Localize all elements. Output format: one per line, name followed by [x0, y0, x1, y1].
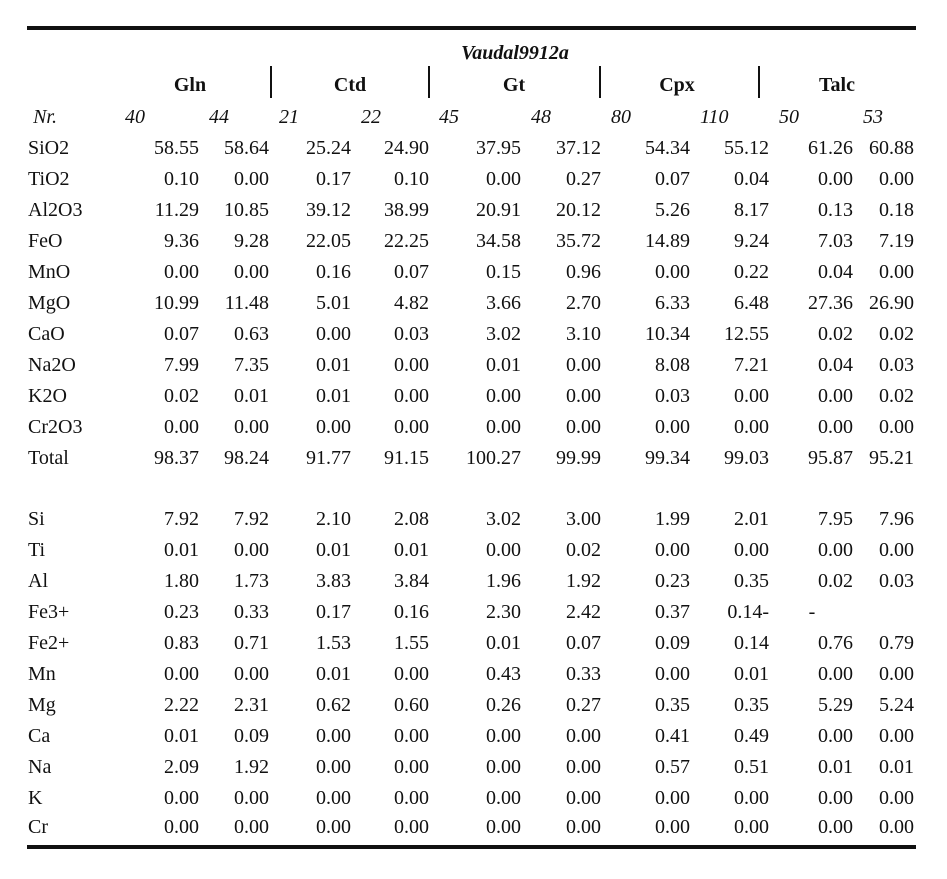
cell-value: 0.01 — [394, 539, 429, 561]
cell-value: 0.35 — [734, 570, 769, 592]
cell-value: 0.15 — [486, 261, 521, 283]
oxide-row — [27, 133, 916, 164]
cell-value: 0.41 — [655, 725, 690, 747]
cell-value — [855, 597, 916, 628]
cell-value: 0.00 — [394, 756, 429, 778]
cell-value: 0.00 — [316, 816, 351, 838]
cell-value: 25.24 — [306, 137, 351, 159]
cell-value: 0.00 — [486, 168, 521, 190]
cell-value: 0.00 — [394, 354, 429, 376]
cell-value: 0.00 — [655, 261, 690, 283]
cell-value: 2.30 — [486, 601, 521, 623]
cell-value: 0.00 — [655, 816, 690, 838]
cell-value: 4.82 — [394, 292, 429, 314]
cell-value: 0.00 — [734, 539, 769, 561]
top-rule — [27, 26, 916, 30]
row-label: Ti — [28, 539, 46, 561]
cell-value: 37.12 — [556, 137, 601, 159]
cell-value: 0.00 — [734, 385, 769, 407]
cell-value: 3.66 — [486, 292, 521, 314]
cell-value: 11.29 — [154, 199, 199, 221]
cell-value: 95.21 — [869, 447, 914, 469]
cell-value: 0.07 — [655, 168, 690, 190]
group-separator — [758, 66, 760, 98]
oxide-row — [27, 381, 916, 412]
cell-value: 0.16 — [316, 261, 351, 283]
cell-value: - — [808, 601, 816, 623]
cation-row — [27, 628, 916, 659]
cell-value: 0.23 — [164, 601, 199, 623]
cell-value: 0.03 — [394, 323, 429, 345]
cell-value: 7.35 — [234, 354, 269, 376]
cell-value: 0.51 — [734, 756, 769, 778]
cell-value: 2.42 — [566, 601, 601, 623]
cell-value: 0.00 — [655, 416, 690, 438]
group-header-gln: Gln — [173, 74, 207, 96]
cell-value: 8.08 — [655, 354, 690, 376]
cell-value: 98.37 — [154, 447, 199, 469]
cell-value: 0.00 — [655, 663, 690, 685]
cell-value: 0.03 — [655, 385, 690, 407]
cell-value: 0.00 — [879, 663, 914, 685]
cell-value: 0.17 — [316, 601, 351, 623]
analysis-number: 48 — [531, 106, 551, 128]
oxide-row — [27, 443, 916, 474]
cell-value: 0.01 — [879, 756, 914, 778]
cell-value: 0.10 — [164, 168, 199, 190]
cell-value: 8.17 — [734, 199, 769, 221]
cell-value: 0.00 — [879, 787, 914, 809]
cell-value: 0.00 — [879, 261, 914, 283]
cell-value: 0.18 — [879, 199, 914, 221]
cell-value: 0.10 — [394, 168, 429, 190]
cell-value: 0.00 — [394, 416, 429, 438]
cell-value: 0.00 — [566, 756, 601, 778]
nr-label: Nr. — [33, 106, 57, 128]
cell-value: 0.00 — [486, 385, 521, 407]
cell-value: 0.01 — [316, 663, 351, 685]
cell-value: 0.07 — [164, 323, 199, 345]
row-label: FeO — [28, 230, 63, 252]
spacer-cell — [27, 474, 916, 504]
cell-value: 9.28 — [234, 230, 269, 252]
cell-value: 0.00 — [734, 787, 769, 809]
cell-value: 7.03 — [818, 230, 853, 252]
analysis-number: 50 — [779, 106, 799, 128]
cell-value: 0.83 — [164, 632, 199, 654]
cell-value: 0.00 — [394, 787, 429, 809]
cell-value: 3.83 — [316, 570, 351, 592]
cation-row — [27, 752, 916, 783]
cell-value: 5.26 — [655, 199, 690, 221]
cell-value: 0.09 — [655, 632, 690, 654]
cell-value: 0.04 — [818, 261, 853, 283]
cell-value: 99.03 — [724, 447, 769, 469]
group-separator — [428, 66, 430, 98]
row-label: Mg — [28, 694, 56, 716]
cell-value: 0.00 — [394, 816, 429, 838]
cell-value: 1.96 — [486, 570, 521, 592]
sample-title: Vaudal9912a — [461, 42, 569, 64]
cell-value: 5.29 — [818, 694, 853, 716]
cell-value: 0.17 — [316, 168, 351, 190]
cell-value: 0.02 — [164, 385, 199, 407]
cell-value: 1.99 — [655, 508, 690, 530]
cell-value: 10.34 — [645, 323, 690, 345]
cell-value: 0.00 — [734, 416, 769, 438]
cell-value: 0.00 — [818, 816, 853, 838]
cell-value: 26.90 — [869, 292, 914, 314]
cell-value: 0.00 — [655, 539, 690, 561]
cell-value: 9.24 — [734, 230, 769, 252]
analysis-number: 45 — [439, 106, 459, 128]
row-label: TiO2 — [28, 168, 70, 190]
cell-value: 0.00 — [818, 168, 853, 190]
oxide-row — [27, 226, 916, 257]
cell-value: 1.73 — [234, 570, 269, 592]
cell-value: 35.72 — [556, 230, 601, 252]
cell-value: 0.01 — [316, 354, 351, 376]
cell-value: 0.14 — [734, 632, 769, 654]
cell-value: 0.00 — [486, 816, 521, 838]
cell-value: 0.07 — [394, 261, 429, 283]
cell-value: 34.58 — [476, 230, 521, 252]
cell-value: 0.03 — [879, 570, 914, 592]
cell-value: 0.00 — [394, 385, 429, 407]
row-label: Na2O — [28, 354, 76, 376]
cell-value: 3.02 — [486, 508, 521, 530]
cell-value: 0.00 — [879, 725, 914, 747]
cell-value: 22.05 — [306, 230, 351, 252]
cell-value: 61.26 — [808, 137, 853, 159]
cell-value: 0.01 — [316, 385, 351, 407]
cell-value: 2.09 — [164, 756, 199, 778]
row-label: MgO — [28, 292, 71, 314]
oxide-row — [27, 164, 916, 195]
row-label: CaO — [28, 323, 65, 345]
row-label: Cr2O3 — [28, 416, 83, 438]
cell-value: 0.27 — [566, 168, 601, 190]
cell-value: 0.00 — [234, 816, 269, 838]
row-label: Al2O3 — [28, 199, 83, 221]
cell-value: 7.99 — [164, 354, 199, 376]
cell-value: 11.48 — [224, 292, 269, 314]
bottom-rule — [27, 845, 916, 849]
cell-value: 0.00 — [566, 725, 601, 747]
cell-value: 7.96 — [879, 508, 914, 530]
cell-value: 0.00 — [486, 756, 521, 778]
cell-value: 0.01 — [818, 756, 853, 778]
cell-value: 7.92 — [234, 508, 269, 530]
cell-value: 0.01 — [164, 725, 199, 747]
cell-value: 0.01 — [734, 663, 769, 685]
row-label: SiO2 — [28, 137, 70, 159]
row-label: Si — [28, 508, 45, 530]
cell-value: 7.19 — [879, 230, 914, 252]
cell-value: 0.33 — [566, 663, 601, 685]
cell-value: 95.87 — [808, 447, 853, 469]
cell-value: 0.00 — [234, 416, 269, 438]
cation-row — [27, 504, 916, 535]
cell-value: 0.00 — [394, 725, 429, 747]
cell-value: 0.63 — [234, 323, 269, 345]
cell-value: 0.02 — [879, 385, 914, 407]
cell-value: 2.08 — [394, 508, 429, 530]
cation-row — [27, 814, 916, 840]
group-separator — [270, 66, 272, 98]
analysis-number: 40 — [125, 106, 145, 128]
cell-value: 58.55 — [154, 137, 199, 159]
group-header-ctd: Ctd — [333, 74, 367, 96]
cell-value: 0.09 — [234, 725, 269, 747]
cell-value: 0.01 — [486, 632, 521, 654]
cell-value: 0.00 — [818, 539, 853, 561]
cell-value: 0.60 — [394, 694, 429, 716]
section-spacer — [27, 474, 916, 504]
cell-value: 0.02 — [818, 570, 853, 592]
cell-value: 24.90 — [384, 137, 429, 159]
analysis-number: 44 — [209, 106, 229, 128]
cell-value: 0.35 — [734, 694, 769, 716]
analysis-number: 21 — [279, 106, 299, 128]
oxide-row — [27, 319, 916, 350]
cell-value: 1.92 — [234, 756, 269, 778]
cell-value: 0.00 — [234, 787, 269, 809]
analysis-number: 53 — [863, 106, 883, 128]
group-header-talc: Talc — [819, 74, 855, 96]
cell-value: 7.95 — [818, 508, 853, 530]
row-label: K — [28, 787, 43, 809]
cell-value: 3.84 — [394, 570, 429, 592]
cell-value: 0.35 — [655, 694, 690, 716]
cell-value: 0.00 — [316, 725, 351, 747]
cell-value: 10.99 — [154, 292, 199, 314]
cell-value: 0.14- — [727, 601, 769, 623]
analysis-number-row — [27, 102, 916, 133]
cell-value: 0.00 — [486, 416, 521, 438]
cell-value: 0.00 — [655, 787, 690, 809]
cell-value: 0.00 — [164, 416, 199, 438]
cell-value: 3.02 — [486, 323, 521, 345]
cell-value: 0.00 — [818, 663, 853, 685]
composition-table — [27, 102, 916, 840]
cell-value: 0.23 — [655, 570, 690, 592]
cation-row — [27, 597, 916, 628]
cell-value: 0.76 — [818, 632, 853, 654]
cell-value: 20.91 — [476, 199, 521, 221]
cell-value: 0.01 — [316, 539, 351, 561]
cell-value: 2.10 — [316, 508, 351, 530]
cell-value: 0.02 — [566, 539, 601, 561]
oxide-row — [27, 350, 916, 381]
cell-value: 0.00 — [234, 168, 269, 190]
row-label: Ca — [28, 725, 51, 747]
row-label: Cr — [28, 816, 48, 838]
cell-value: 0.37 — [655, 601, 690, 623]
oxide-row — [27, 195, 916, 226]
cell-value: 0.01 — [164, 539, 199, 561]
cell-value: 0.00 — [818, 787, 853, 809]
oxide-row — [27, 257, 916, 288]
row-label: Total — [28, 447, 69, 469]
cell-value: 0.00 — [879, 416, 914, 438]
cell-value: 91.77 — [306, 447, 351, 469]
row-label: Al — [28, 570, 48, 592]
cell-value: 0.57 — [655, 756, 690, 778]
cell-value: 0.00 — [316, 787, 351, 809]
cell-value: 0.79 — [879, 632, 914, 654]
group-header-gt: Gt — [502, 74, 526, 96]
cell-value: 0.00 — [234, 539, 269, 561]
cell-value: 0.00 — [316, 416, 351, 438]
row-label: K2O — [28, 385, 67, 407]
cell-value: 0.00 — [566, 354, 601, 376]
cell-value: 0.16 — [394, 601, 429, 623]
cell-value: 1.53 — [316, 632, 351, 654]
row-label: MnO — [28, 261, 71, 283]
cell-value: 0.71 — [234, 632, 269, 654]
cell-value: 0.00 — [566, 787, 601, 809]
row-label: Fe2+ — [28, 632, 70, 654]
cation-row — [27, 690, 916, 721]
cell-value: 0.04 — [818, 354, 853, 376]
cation-row — [27, 783, 916, 814]
cell-value: 58.64 — [224, 137, 269, 159]
cell-value: 0.00 — [879, 539, 914, 561]
cell-value: 0.00 — [566, 416, 601, 438]
cell-value: 1.92 — [566, 570, 601, 592]
analysis-number: 80 — [611, 106, 631, 128]
cell-value: 3.00 — [566, 508, 601, 530]
cell-value: 99.99 — [556, 447, 601, 469]
cell-value: 1.80 — [164, 570, 199, 592]
cell-value: 0.62 — [316, 694, 351, 716]
cell-value: 37.95 — [476, 137, 521, 159]
cell-value: 0.00 — [164, 816, 199, 838]
analysis-number: 110 — [700, 106, 729, 128]
cell-value: 0.00 — [316, 756, 351, 778]
cell-value: 0.49 — [734, 725, 769, 747]
cell-value: 2.70 — [566, 292, 601, 314]
cell-value: 0.00 — [566, 385, 601, 407]
analysis-number: 22 — [361, 106, 381, 128]
cell-value: 0.00 — [818, 385, 853, 407]
cell-value: 55.12 — [724, 137, 769, 159]
cell-value: 0.00 — [234, 663, 269, 685]
cell-value: 0.96 — [566, 261, 601, 283]
cell-value: 22.25 — [384, 230, 429, 252]
cell-value: 0.00 — [316, 323, 351, 345]
oxide-row — [27, 412, 916, 443]
cell-value: 99.34 — [645, 447, 690, 469]
cell-value: 14.89 — [645, 230, 690, 252]
cell-value: 10.85 — [224, 199, 269, 221]
cell-value: 20.12 — [556, 199, 601, 221]
cell-value: 0.00 — [486, 539, 521, 561]
cell-value: 98.24 — [224, 447, 269, 469]
cell-value: 0.02 — [879, 323, 914, 345]
cell-value: 5.24 — [879, 694, 914, 716]
cell-value: 0.00 — [879, 816, 914, 838]
cell-value: 0.33 — [234, 601, 269, 623]
cell-value: 0.22 — [734, 261, 769, 283]
cell-value: 2.22 — [164, 694, 199, 716]
cell-value: 0.26 — [486, 694, 521, 716]
cell-value: 5.01 — [316, 292, 351, 314]
cell-value: 0.00 — [566, 816, 601, 838]
cell-value: 0.00 — [486, 787, 521, 809]
cation-row — [27, 721, 916, 752]
cell-value: 6.48 — [734, 292, 769, 314]
cation-row — [27, 535, 916, 566]
cell-value: 6.33 — [655, 292, 690, 314]
cell-value: 9.36 — [164, 230, 199, 252]
cell-value: 2.31 — [234, 694, 269, 716]
cell-value: 0.00 — [164, 663, 199, 685]
cell-value: 0.00 — [164, 787, 199, 809]
cell-value: 27.36 — [808, 292, 853, 314]
cell-value: 0.07 — [566, 632, 601, 654]
row-label: Na — [28, 756, 52, 778]
cell-value: 0.00 — [394, 663, 429, 685]
cell-value: 0.02 — [818, 323, 853, 345]
cell-value: 3.10 — [566, 323, 601, 345]
cell-value: 0.27 — [566, 694, 601, 716]
group-separator — [599, 66, 601, 98]
cell-value: 54.34 — [645, 137, 690, 159]
cell-value: 0.43 — [486, 663, 521, 685]
cell-value: 2.01 — [734, 508, 769, 530]
cell-value: 91.15 — [384, 447, 429, 469]
cell-value: 0.00 — [234, 261, 269, 283]
cation-row — [27, 659, 916, 690]
row-label: Mn — [28, 663, 56, 685]
cell-value: 0.00 — [164, 261, 199, 283]
cell-value: 0.01 — [234, 385, 269, 407]
cell-value: 0.00 — [818, 416, 853, 438]
cell-value: 7.92 — [164, 508, 199, 530]
cell-value: 1.55 — [394, 632, 429, 654]
cation-row — [27, 566, 916, 597]
cell-value: 0.00 — [734, 816, 769, 838]
group-header-cpx: Cpx — [659, 74, 695, 96]
cell-value: 100.27 — [466, 447, 521, 469]
cell-value: 60.88 — [869, 137, 914, 159]
cell-value: 0.04 — [734, 168, 769, 190]
cell-value: 0.00 — [879, 168, 914, 190]
cell-value: 38.99 — [384, 199, 429, 221]
cell-value: 0.00 — [818, 725, 853, 747]
row-label: Fe3+ — [28, 601, 70, 623]
cell-value: 0.01 — [486, 354, 521, 376]
cell-value: 0.00 — [486, 725, 521, 747]
oxide-row — [27, 288, 916, 319]
cell-value: 7.21 — [734, 354, 769, 376]
cell-value: 0.13 — [818, 199, 853, 221]
cell-value: 39.12 — [306, 199, 351, 221]
cell-value: 0.03 — [879, 354, 914, 376]
cell-value: 12.55 — [724, 323, 769, 345]
